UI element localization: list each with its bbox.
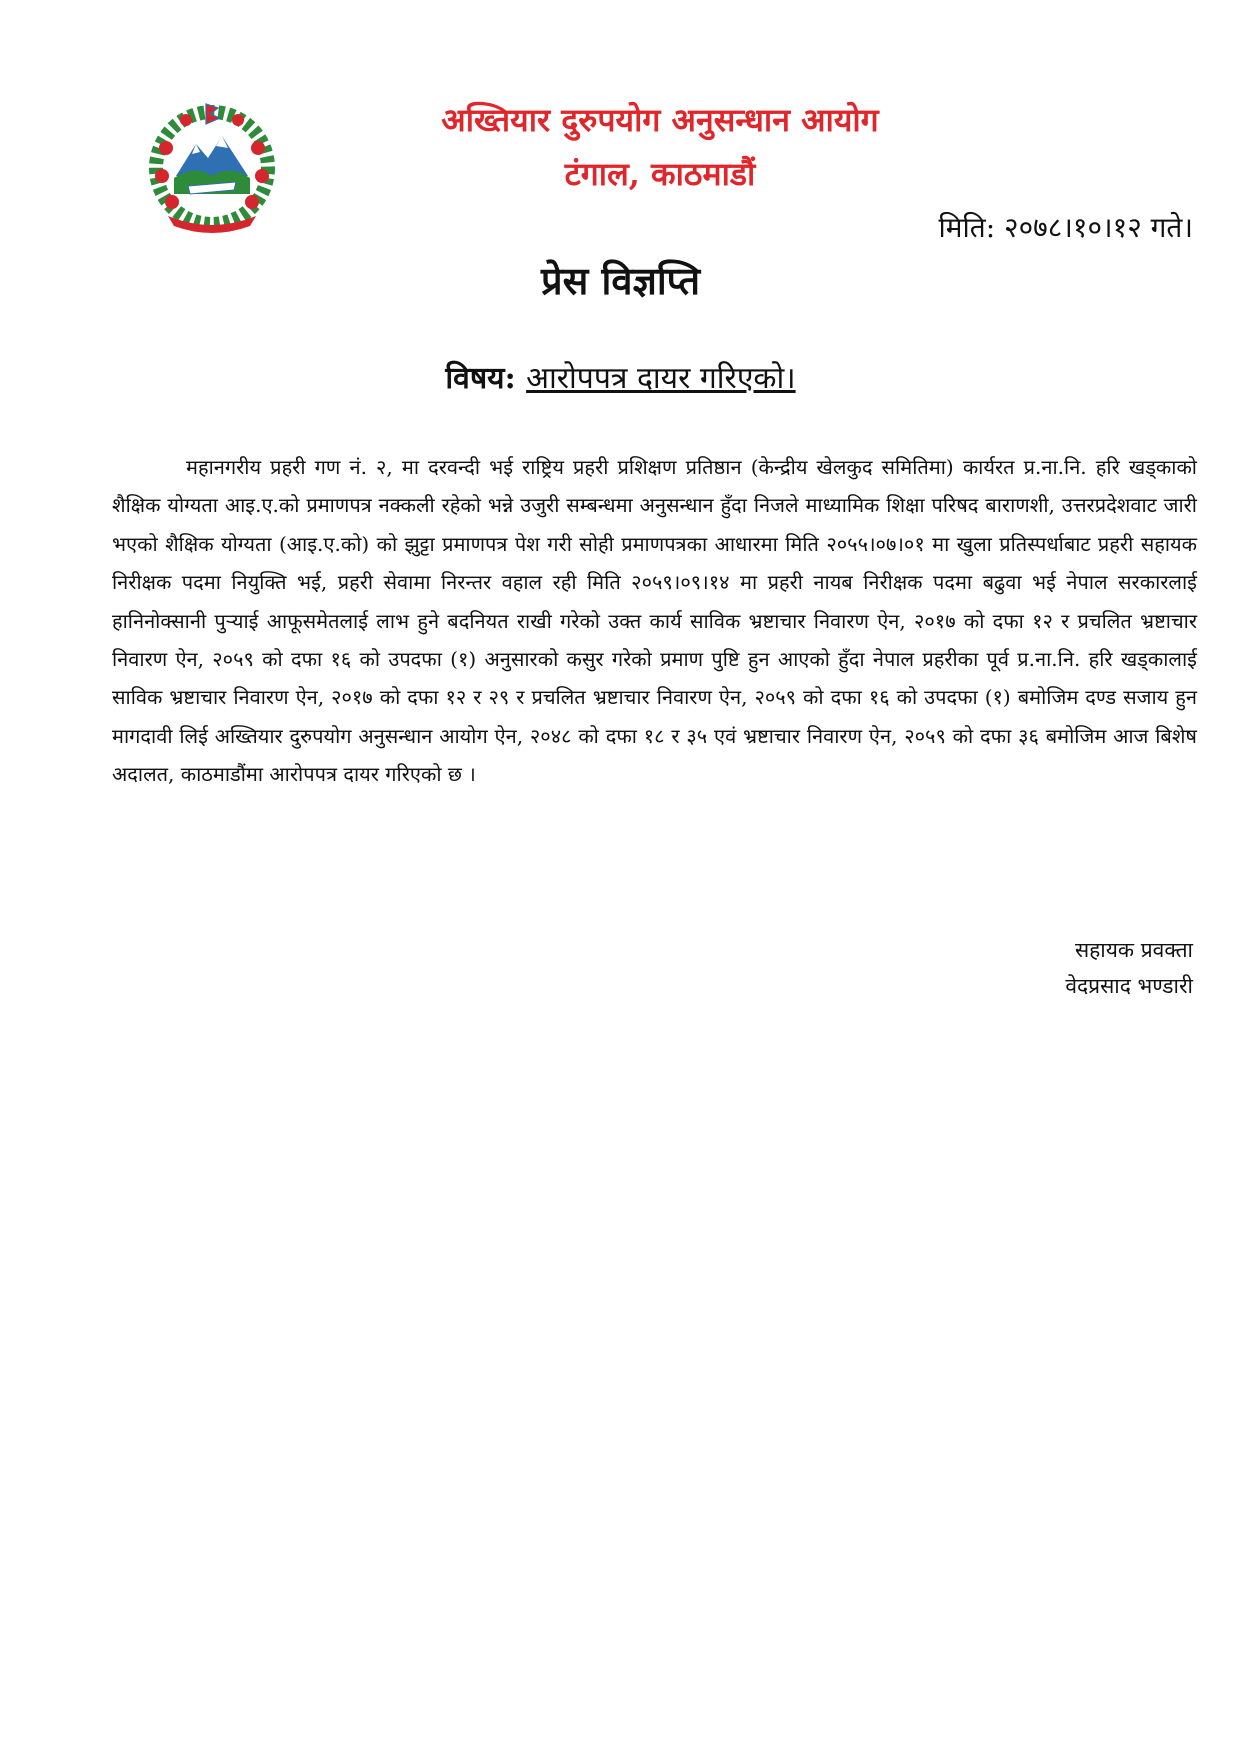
nepal-emblem-icon xyxy=(146,98,278,238)
organization-location: टंगाल, काठमाडौं xyxy=(564,155,756,193)
release-date: मिति: २०७८।१०।१२ गते। xyxy=(938,211,1193,244)
page-title: प्रेस विज्ञप्ति xyxy=(540,258,701,303)
subject-label: विषय: xyxy=(445,361,516,396)
body-paragraph: महानगरीय प्रहरी गण नं. २, मा दरवन्दी भई राष्ट्रिय प्रहरी प्रशिक्षण प्रतिष्ठान (केन्द्रीय खेलकुद समितिमा) कार्यरत प्र.ना.नि. हरि खड्काको शैक्षिक योग्यता आइ.ए.को प्रमाणपत्र नक्कली रहेको भन्ने उजुरी सम्बन्धमा अनुसन्धान हुँदा निजले माध्यामिक शिक्षा परिषद बाराणशी, उत्तरप्रदेशवाट जारी भएको शैक्षिक योग्यता (आइ.ए.को) को झुट्टा प्रमाणपत्र पेश गरी सोही प्रमाणपत्रका आधारमा मिति २०५५।०७।०१ मा खुला प्रतिस्पर्धाबाट प्रहरी सहायक निरीक्षक पदमा नियुक्ति भई, प्रहरी सेवामा निरन्तर वहाल रही मिति २०५९।०९।१४ मा प्रहरी नायब निरीक्षक पदमा बढुवा भई नेपाल सरकारलाई हानिनोक्सानी पुऱ्याई आफूसमेतलाई लाभ हुने बदनियत राखी गरेको उक्त कार्य साविक भ्रष्टाचार निवारण ऐन, २०१७ को दफा १२ र प्रचलित भ्रष्टाचार निवारण ऐन, २०५९ को दफा १६ को उपदफा (१) अनुसारको कसुर गरेको प्रमाण पुष्टि हुन आएको हुँदा नेपाल प्रहरीका पूर्व प्र.ना.नि. हरि खड्कालाई साविक भ्रष्टाचार निवारण ऐन, २०१७ को दफा १२ र २९ र प्रचलित भ्रष्टाचार निवारण ऐन, २०५९ को दफा १६ को उपदफा (१) बमोजिम दण्ड सजाय हुन मागदावी लिई अख्तियार दुरुपयोग अनुसन्धान आयोग ऐन, २०४८ को दफा १८ र ३५ एवं भ्रष्टाचार निवारण ऐन, २०५९ को दफा ३६ बमोजिम आज बिशेष अदालत, काठमाडौंमा आरोपपत्र दायर गरिएको छ । xyxy=(112,455,1197,787)
subject-line xyxy=(0,356,1241,397)
subject-value: आरोपपत्र दायर गरिएको। xyxy=(526,361,796,396)
signature-block xyxy=(1065,932,1193,1004)
signatory-name: वेदप्रसाद भण्डारी xyxy=(1065,974,1193,998)
signatory-designation: सहायक प्रवक्ता xyxy=(1074,938,1193,962)
organization-name: अख्तियार दुरुपयोग अनुसन्धान आयोग xyxy=(441,101,879,139)
